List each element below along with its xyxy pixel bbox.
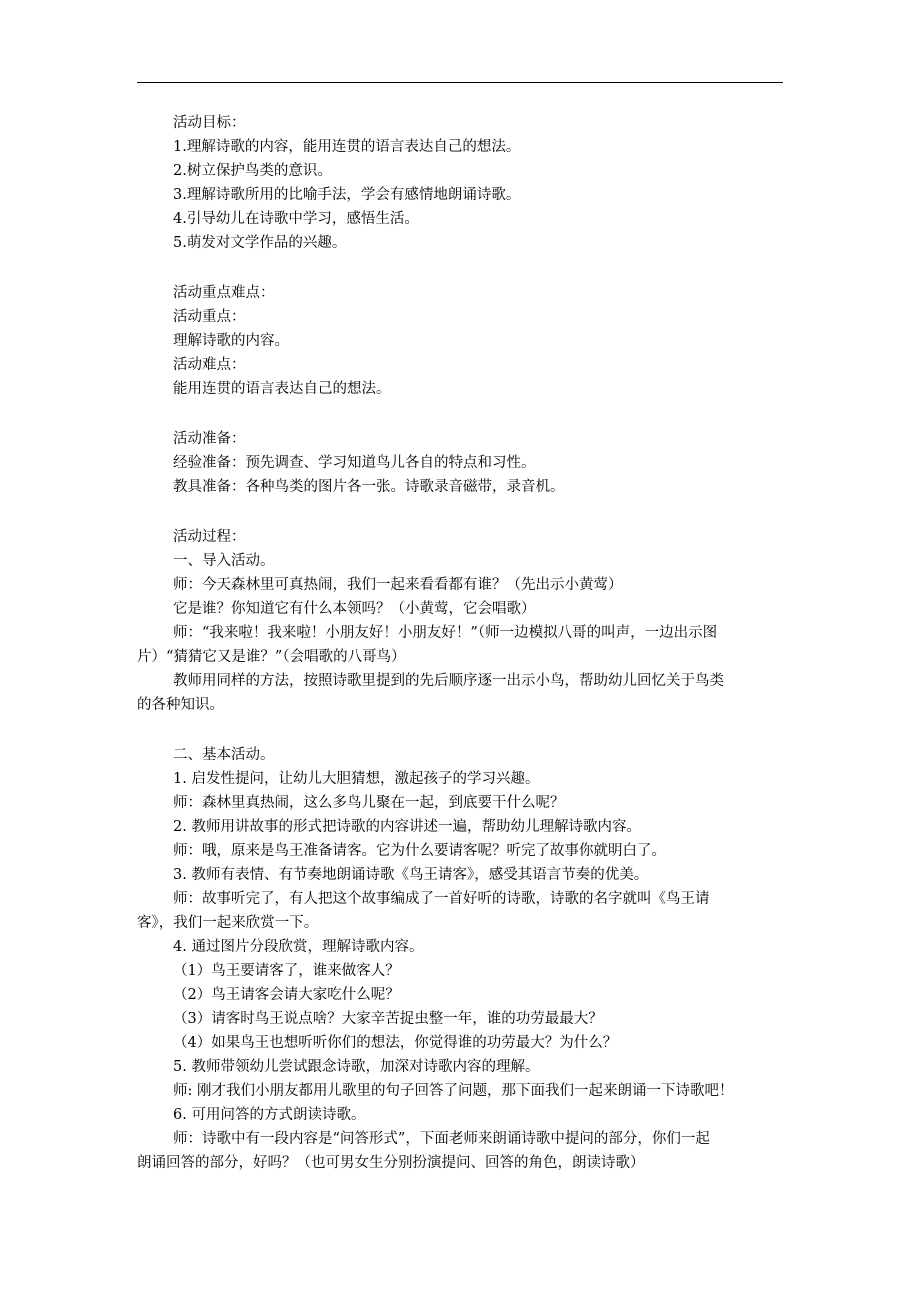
- preparation-experience: 经验准备：预先调查、学习知道鸟儿各自的特点和习性。: [173, 455, 536, 471]
- part2-line: （4）如果鸟王也想听听你们的想法，你觉得谁的功劳最大？为什么？: [173, 1035, 618, 1051]
- part1-line: 的各种知识。: [137, 697, 224, 713]
- part1-line: 师：今天森林里可真热闹，我们一起来看看都有谁？（先出示小黄莺）: [173, 577, 623, 593]
- keypoints-heading: 活动重点难点：: [173, 285, 275, 301]
- goal-item-3: 3.理解诗歌所用的比喻手法，学会有感情地朗诵诗歌。: [173, 187, 521, 203]
- focus-text: 理解诗歌的内容。: [173, 333, 289, 349]
- difficulty-text: 能用连贯的语言表达自己的想法。: [173, 381, 391, 397]
- part2-line: （2）鸟王请客会请大家吃什么呢？: [173, 987, 400, 1003]
- part1-title: 一、导入活动。: [173, 553, 275, 569]
- goal-item-2: 2.树立保护鸟类的意识。: [173, 163, 332, 179]
- part1-line: 教师用同样的方法，按照诗歌里提到的先后顺序逐一出示小鸟，帮助幼儿回忆关于鸟类: [173, 673, 724, 689]
- goal-item-1: 1.理解诗歌的内容，能用连贯的语言表达自己的想法。: [173, 139, 521, 155]
- part2-line: （1）鸟王要请客了，谁来做客人？: [173, 963, 400, 979]
- focus-label: 活动重点：: [173, 309, 246, 325]
- goal-item-4: 4.引导幼儿在诗歌中学习，感悟生活。: [173, 211, 419, 227]
- part2-line: 师：故事听完了，有人把这个故事编成了一首好听的诗歌，诗歌的名字就叫《鸟王请: [173, 891, 710, 907]
- part2-title: 二、基本活动。: [173, 747, 275, 763]
- part2-line: 师: 刚才我们小朋友都用儿歌里的句子回答了问题，那下面我们一起来朗诵一下诗歌吧！: [173, 1083, 734, 1099]
- preparation-heading: 活动准备：: [173, 431, 246, 447]
- part2-line: 师：诗歌中有一段内容是“问答形式”，下面老师来朗诵诗歌中提问的部分，你们一起: [173, 1131, 710, 1147]
- part2-line: 6. 可用问答的方式朗读诗歌。: [173, 1107, 366, 1123]
- part2-line: 朗诵回答的部分，好吗？（也可男女生分别扮演提问、回答的角色，朗读诗歌）: [137, 1155, 645, 1171]
- goals-heading: 活动目标：: [173, 115, 246, 131]
- part2-line: 5. 教师带领幼儿尝试跟念诗歌，加深对诗歌内容的理解。: [173, 1059, 540, 1075]
- preparation-materials: 教具准备：各种鸟类的图片各一张。诗歌录音磁带，录音机。: [173, 479, 565, 495]
- part2-line: 3. 教师有表情、有节奏地朗诵诗歌《鸟王请客》，感受其语言节奏的优美。: [173, 867, 649, 883]
- part2-line: 师：哦，原来是鸟王准备请客。它为什么要请客呢？听完了故事你就明白了。: [173, 843, 666, 859]
- part1-line: 师：“我来啦！我来啦！小朋友好！小朋友好！”（师一边模拟八哥的叫声，一边出示图: [173, 625, 718, 641]
- part1-line: 片）“猜猜它又是谁？”（会唱歌的八哥鸟）: [137, 649, 406, 665]
- part1-line: 它是谁？你知道它有什么本领吗？（小黄莺，它会唱歌）: [173, 601, 536, 617]
- process-heading: 活动过程：: [173, 529, 246, 545]
- part2-line: （3）请客时鸟王说点啥？大家辛苦捉虫整一年，谁的功劳最最大？: [173, 1011, 603, 1027]
- part2-line: 4. 通过图片分段欣赏，理解诗歌内容。: [173, 939, 424, 955]
- part2-line: 师：森林里真热闹，这么多鸟儿聚在一起，到底要干什么呢？: [173, 795, 565, 811]
- part2-line: 1. 启发性提问，让幼儿大胆猜想，激起孩子的学习兴趣。: [173, 771, 540, 787]
- header-rule: [137, 82, 783, 83]
- part2-line: 客》，我们一起来欣赏一下。: [137, 915, 319, 931]
- goal-item-5: 5.萌发对文学作品的兴趣。: [173, 235, 347, 251]
- part2-line: 2. 教师用讲故事的形式把诗歌的内容讲述一遍，帮助幼儿理解诗歌内容。: [173, 819, 641, 835]
- difficulty-label: 活动难点：: [173, 357, 246, 373]
